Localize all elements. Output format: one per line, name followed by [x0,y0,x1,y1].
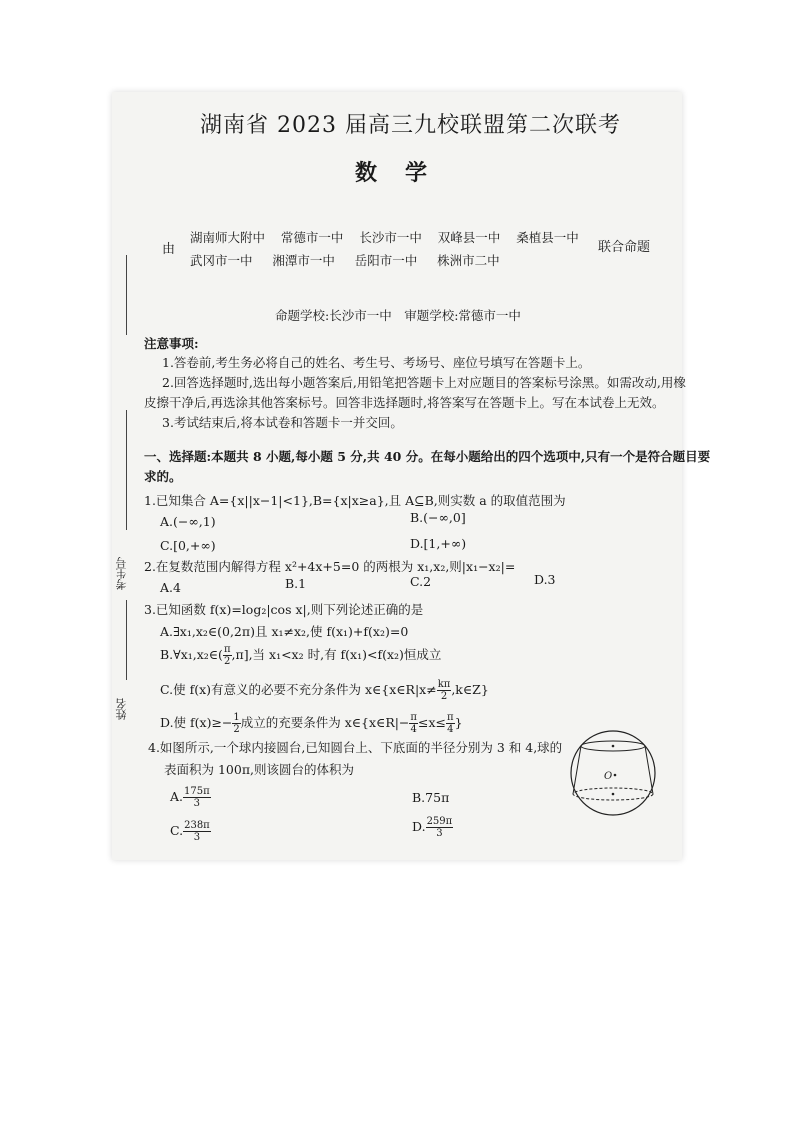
numerator: 238π [184,820,210,831]
frustum-left-edge [573,746,581,794]
question-1-option-c: C.[0,+∞) [160,538,216,553]
denominator: 4 [410,724,417,735]
frustum-right-edge [645,746,653,794]
numerator: 1 [233,712,240,723]
option-text: ,k∈Z} [451,682,489,697]
bottom-center-point [612,793,615,796]
fraction [223,644,232,667]
section-heading-cont: 求的。 [144,469,182,484]
fraction [426,816,454,839]
option-text: ,π],当 x₁<x₂ 时,有 f(x₁)<f(x₂)恒成立 [231,647,442,662]
question-3-option-a: A.∃x₁,x₂∈(0,2π)且 x₁≠x₂,使 f(x₁)+f(x₂)=0 [160,624,409,639]
school-name: 常德市一中 [280,230,344,245]
option-text: D. [412,819,426,834]
by-label: 由 [162,242,176,257]
option-text: A. [170,789,184,804]
section-heading: 一、选择题:本题共 8 小题,每小题 5 分,共 40 分。在每小题给出的四个选项中,只有一个是符合题目要 [144,449,711,464]
note-line: 1.答卷前,考生务必将自己的姓名、考生号、考场号、座位号填写在答题卡上。 [162,355,591,370]
school-name: 武冈市一中 [190,253,253,268]
sphere-frustum-figure [568,728,658,818]
option-text: ≤x≤ [418,715,446,730]
question-3-option-d [160,712,463,735]
question-2-option-a: A.4 [160,580,181,595]
question-4-option-b: B.75π [412,790,450,805]
name-label: 姓名 [115,698,128,720]
numerator: 259π [426,816,453,827]
school-name: 湘潭市一中 [272,253,335,268]
fraction [232,712,240,735]
joint-label: 联合命题 [598,240,651,255]
question-3-option-c [160,679,489,702]
denominator: 2 [440,691,448,702]
denominator: 3 [436,828,443,839]
denominator: 2 [233,724,240,735]
fraction [409,712,418,735]
exam-title: 湖南省 2023 届高三九校联盟第二次联考 [200,113,621,138]
note-line: 3.考试结束后,将本试卷和答题卡一并交回。 [162,415,403,430]
author-schools: 命题学校:长沙市一中 审题学校:常德市一中 [275,308,521,323]
school-name: 株洲市二中 [437,253,500,268]
denominator: 4 [447,724,454,735]
center-label: O [604,771,613,782]
notes-heading: 注意事项: [144,336,199,351]
numerator: π [447,712,454,723]
question-2-option-c: C.2 [410,574,432,589]
school-row-1 [190,228,579,246]
question-3-stem: 3.已知函数 f(x)=log₂|cos x|,则下列论述正确的是 [144,602,424,617]
exam-number-label: 考生号 [115,557,128,590]
option-text: 成立的充要条件为 x∈{x∈R|− [240,715,410,730]
denominator: 2 [224,656,231,667]
option-text: C. [170,823,184,838]
fraction [437,679,452,702]
question-3-option-b [160,644,441,667]
numerator: π [410,712,417,723]
top-center-point [612,745,615,748]
question-2-option-b: B.1 [285,576,307,591]
option-text: C.使 f(x)有意义的必要不充分条件为 x∈{x∈R|x≠ [160,682,437,697]
question-4-stem: 4.如图所示,一个球内接圆台,已知圆台上、下底面的半径分别为 3 和 4,球的 [148,740,563,755]
question-2-option-d: D.3 [534,572,556,587]
question-1-stem: 1.已知集合 A={x||x−1|<1},B={x|x≥a},且 A⊆B,则实数 a 的取值范围为 [144,493,566,508]
question-4-option-c [170,820,211,843]
question-1-option-d: D.[1,+∞) [410,536,467,551]
numerator: kπ [437,679,451,690]
note-line: 皮擦干净后,再选涂其他答案标号。回答非选择题时,将答案写在答题卡上。写在本试卷上无效。 [144,395,665,410]
sidebar-line [126,255,127,335]
option-text: } [454,715,463,730]
denominator: 3 [193,798,201,809]
numerator: π [223,644,231,655]
sphere-center-point [614,774,617,777]
question-2-stem: 2.在复数范围内解得方程 x²+4x+5=0 的两根为 x₁,x₂,则|x₁−x₂|= [144,559,516,574]
option-text: D.使 f(x)≥− [160,715,233,730]
school-row-2 [190,251,500,269]
subject-title: 数学 [355,160,456,186]
school-name: 桑植县一中 [516,230,579,245]
fraction [183,786,211,809]
school-name: 双峰县一中 [437,230,501,245]
question-1-option-b: B.(−∞,0] [410,510,466,525]
question-4-option-a [170,786,211,809]
question-4-option-d [412,816,453,839]
denominator: 3 [193,832,201,843]
question-1-option-a: A.(−∞,1) [160,514,216,529]
fraction [183,820,211,843]
sidebar-line [126,600,127,680]
sidebar-line [126,410,127,530]
note-line: 2.回答选择题时,选出每小题答案后,用铅笔把答题卡上对应题目的答案标号涂黑。如需改动,用橡 [162,375,686,390]
option-text: B.∀x₁,x₂∈( [160,647,223,662]
school-name: 湖南师大附中 [190,230,266,245]
school-name: 长沙市一中 [359,230,422,245]
school-name: 岳阳市一中 [354,253,418,268]
fraction [446,712,455,735]
question-4-stem-cont: 表面积为 100π,则该圆台的体积为 [164,762,355,777]
numerator: 175π [184,786,210,797]
